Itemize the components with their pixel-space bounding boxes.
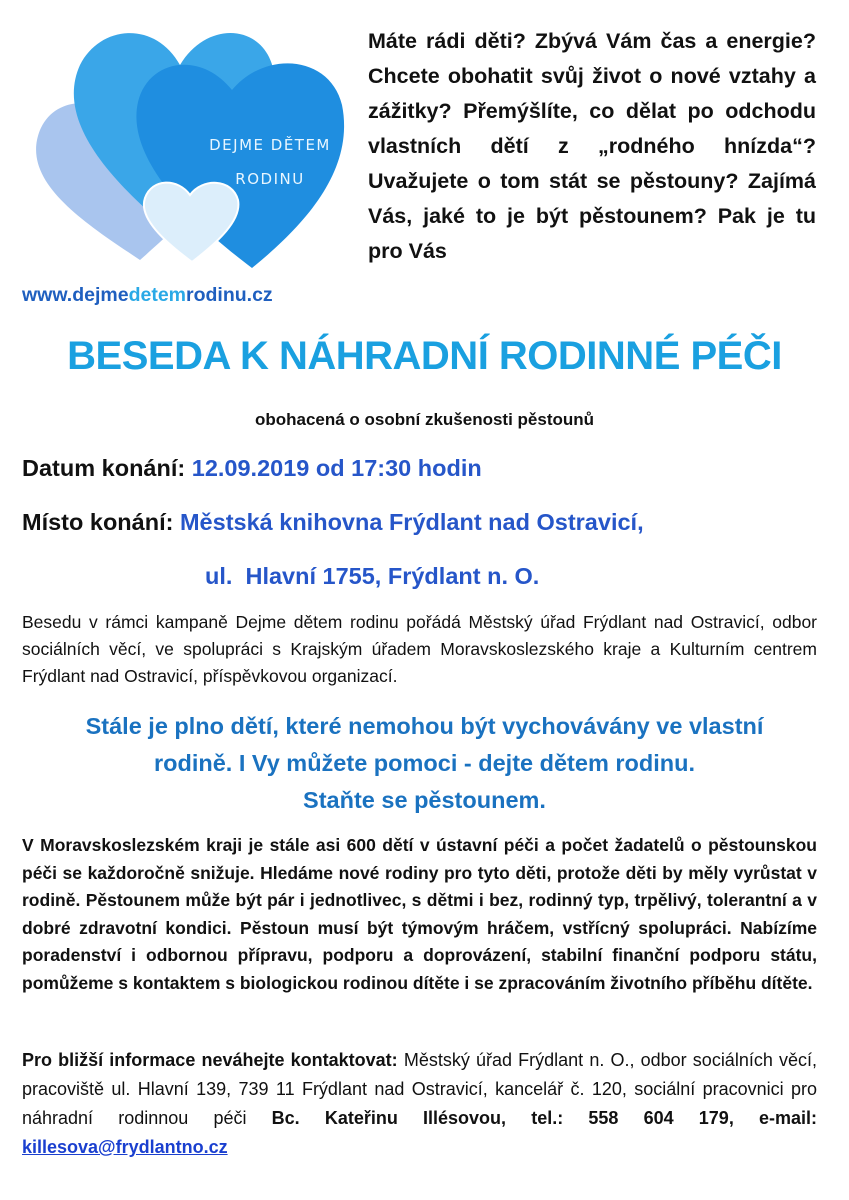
logo-text bbox=[170, 128, 370, 196]
date-value: 12.09.2019 od 17:30 hodin bbox=[191, 455, 482, 481]
contact-email-link[interactable]: killesova@frydlantno.cz bbox=[22, 1137, 228, 1157]
appeal-line3: Staňte se pěstounem. bbox=[303, 787, 546, 813]
details-paragraph: V Moravskoslezském kraji je stále asi 600 dětí v ústavní péči a počet žadatelů o pěstounskou péči se každoročně snižuje. Hledáme nové rodiny pro tyto děti, protože děti by měly vyrůstat v rodině. Pěstounem může být pár i jednotlivec, s dětmi i bez, rodinný typ, trpělivý, tolerantní a v dobré zdravotní kondici. Pěstoun musí být týmovým hráčem, vstřícný spolupráci. Nabízíme poradenství i odbornou přípravu, podporu a doprovázení, stabilní finanční podporu státu, pomůžeme s kontaktem s biologickou rodinou dítěte i se zpracováním životního příběhu dítěte. bbox=[22, 835, 817, 993]
place-label: Místo konání: bbox=[22, 509, 174, 535]
place-value-line1: Městská knihovna Frýdlant nad Ostravicí, bbox=[179, 509, 644, 535]
appeal-line2: rodině. I Vy můžete pomoci - dejte dětem rodinu. bbox=[153, 750, 695, 776]
appeal-line1: Stále je plno dětí, které nemohou být vychovávány ve vlastní bbox=[85, 713, 764, 739]
event-date bbox=[22, 455, 482, 482]
headline: BESEDA K NÁHRADNÍ RODINNÉ PÉČI bbox=[67, 334, 782, 378]
event-place bbox=[22, 509, 644, 536]
organizers-paragraph: Besedu v rámci kampaně Dejme dětem rodinu pořádá Městský úřad Frýdlant nad Ostravicí, odbor sociálních věcí, ve spolupráci s Krajským úřadem Moravskoslezského kraje a Kulturním centrem Frýdlant nad Ostravicí, příspěvkovou organizací. bbox=[22, 612, 817, 686]
website-part-2: detem bbox=[128, 284, 186, 306]
contact-lead: Pro bližší informace neváhejte kontaktovat: bbox=[22, 1050, 398, 1070]
date-label: Datum konání: bbox=[22, 455, 186, 481]
campaign-logo bbox=[20, 10, 360, 280]
intro-text: Máte rádi děti? Zbývá Vám čas a energie? Chcete obohatit svůj život o nové vztahy a zážitky? Přemýšlíte, co dělat po odchodu vlastních dětí z „rodného hnízda“? Uvažujete o tom stát se pěstouny? Zajímá Vás, jaké to je být pěstounem? Pak je tu pro Vás bbox=[368, 29, 816, 263]
place-value-line2: ul. Hlavní 1755, Frýdlant n. O. bbox=[205, 563, 540, 589]
subtitle: obohacená o osobní zkušenosti pěstounů bbox=[254, 410, 595, 429]
logo-text-line1: DEJME DĚTEM bbox=[209, 136, 331, 154]
contact-address: Městský úřad Frýdlant n. O., odbor sociálních věcí, pracoviště ul. Hlavní 139, 739 11 Frýdlant nad Ostravicí, kancelář č. 120, sociální pracovnici pro náhradní rodinnou péči bbox=[22, 1050, 818, 1128]
contact-paragraph bbox=[22, 1046, 817, 1162]
website-part-3: rodinu.cz bbox=[186, 284, 273, 306]
appeal-text bbox=[22, 708, 827, 819]
website-link[interactable] bbox=[22, 284, 273, 307]
contact-person: Bc. Kateřinu Illésovou, tel.: 558 604 179, e-mail: bbox=[271, 1108, 818, 1128]
logo-text-line2: RODINU bbox=[235, 170, 305, 188]
website-part-1: www.dejme bbox=[22, 284, 129, 306]
